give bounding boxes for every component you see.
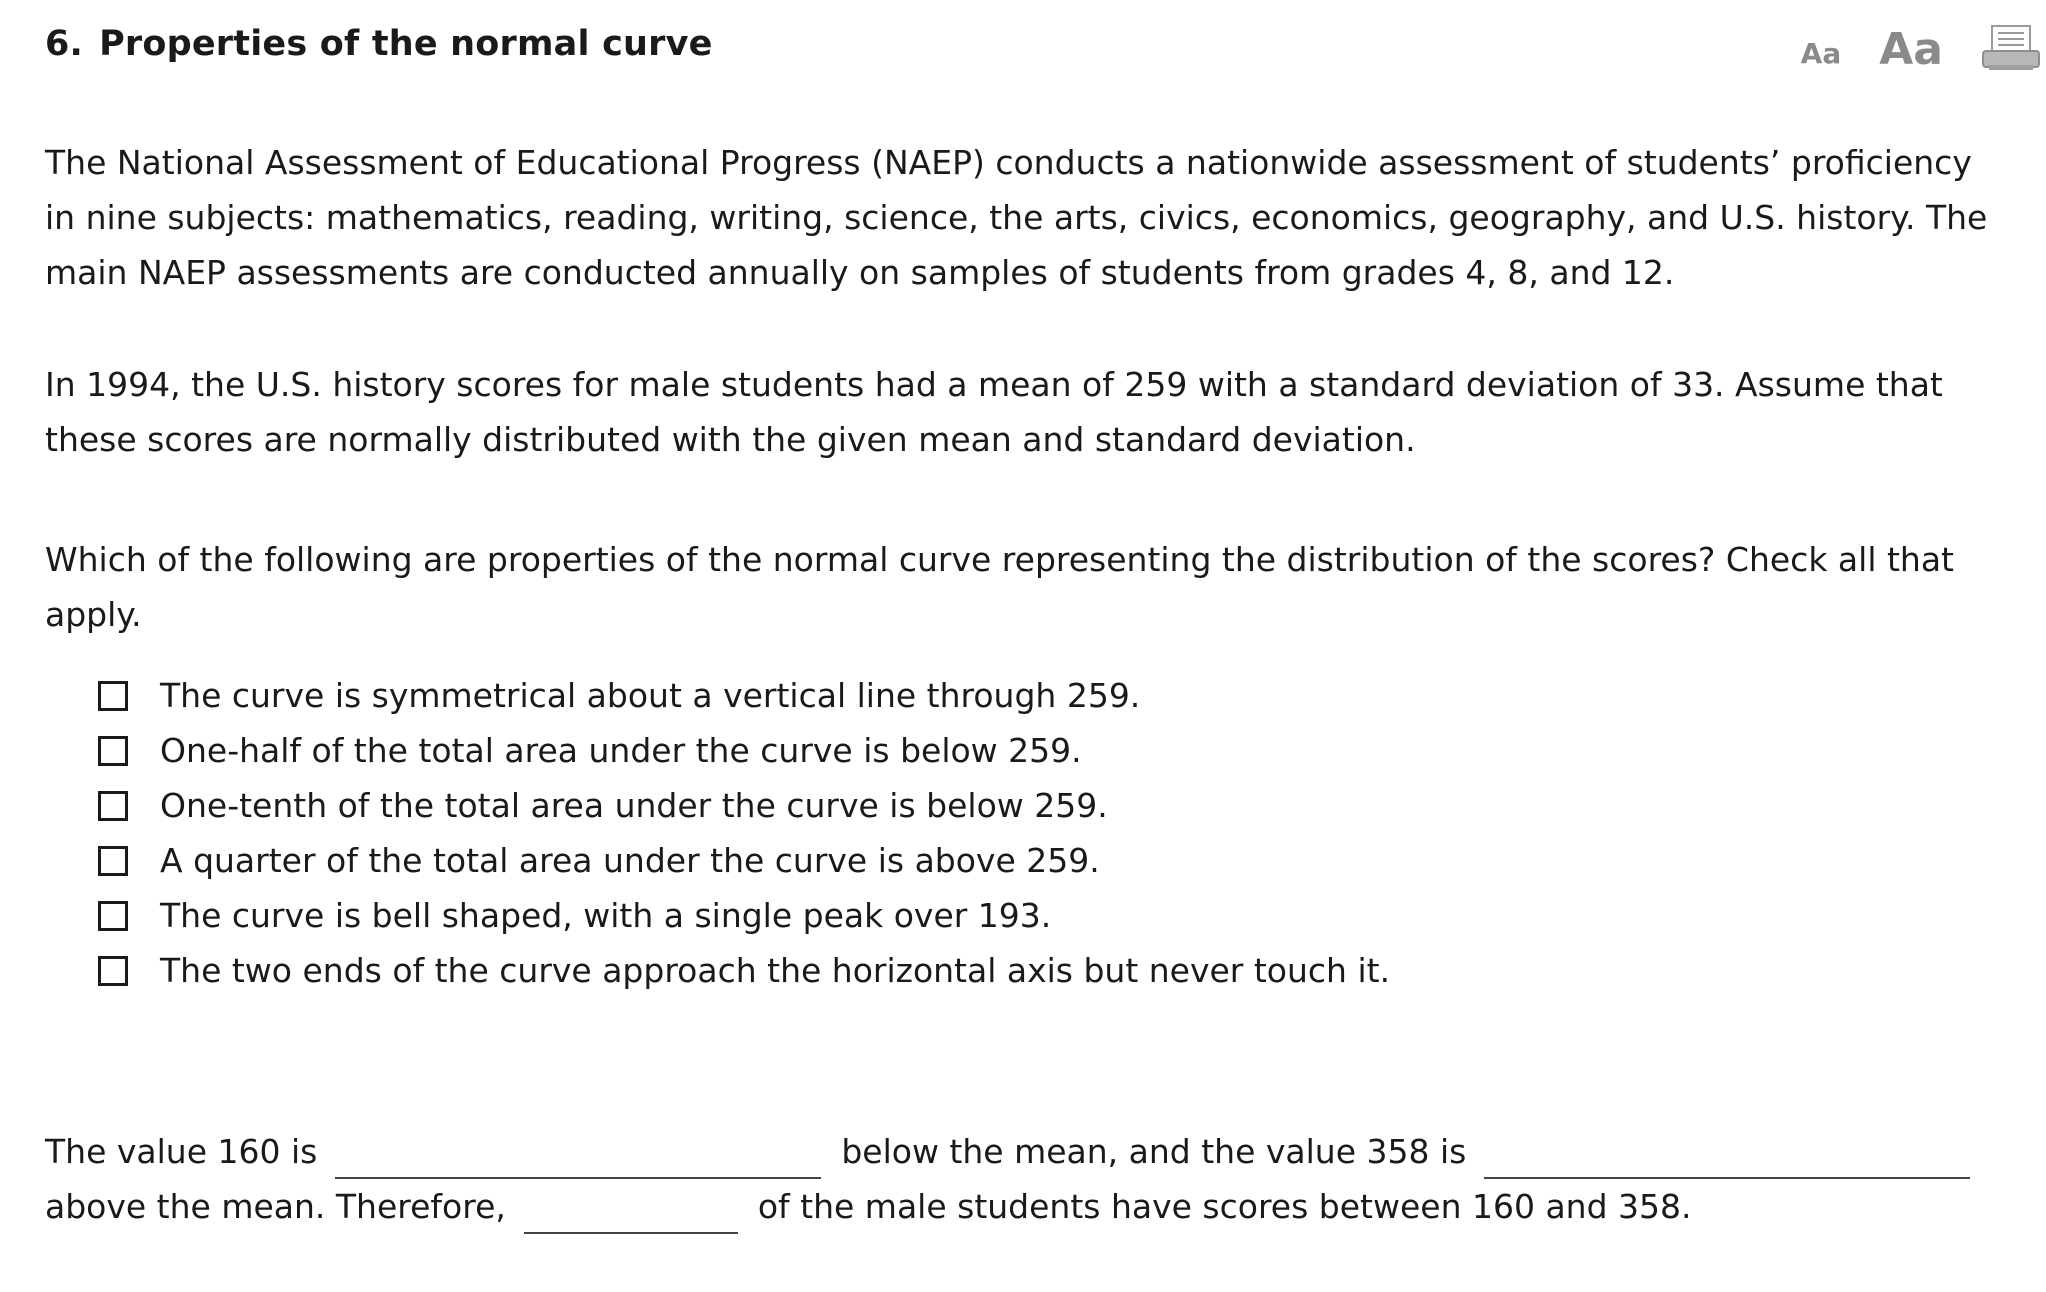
fill-in-line-2 (45, 1179, 2005, 1234)
option-label: The two ends of the curve approach the horizontal axis but never touch it. (160, 951, 1391, 990)
question-number: 6. (45, 24, 84, 64)
option-item[interactable] (98, 833, 2005, 888)
options-list (98, 668, 2005, 998)
question-header (45, 20, 2005, 80)
fill-in-text-1: The value 160 is (45, 1132, 318, 1171)
option-checkbox[interactable] (98, 901, 128, 931)
dropdown-blank-percent[interactable] (524, 1188, 738, 1234)
option-item[interactable] (98, 668, 2005, 723)
option-label: One-half of the total area under the curve is below 259. (160, 731, 1082, 770)
question-panel (45, 20, 2005, 1234)
dropdown-blank-358[interactable] (1484, 1133, 1970, 1179)
option-label: One-tenth of the total area under the curve is below 259. (160, 786, 1108, 825)
option-label: A quarter of the total area under the curve is above 259. (160, 841, 1100, 880)
decrease-font-button[interactable]: Aa (1800, 37, 1842, 70)
fill-in-text-3: above the mean. Therefore, (45, 1187, 506, 1226)
scenario-paragraph: In 1994, the U.S. history scores for male students had a mean of 259 with a standard deviation of 33. Assume that these scores are normally distributed with the given mean and standard deviation. (45, 365, 1943, 459)
option-item[interactable] (98, 778, 2005, 833)
toolbar (1800, 24, 2041, 75)
option-checkbox[interactable] (98, 956, 128, 986)
option-checkbox[interactable] (98, 791, 128, 821)
fill-in-text-4: of the male students have scores between 160 and 358. (757, 1187, 1692, 1226)
increase-font-button[interactable]: Aa (1879, 24, 1943, 75)
option-checkbox[interactable] (98, 736, 128, 766)
option-label: The curve is bell shaped, with a single peak over 193. (160, 896, 1052, 935)
prompt-paragraph: Which of the following are properties of the normal curve representing the distribution of the scores? Check all that apply. (45, 540, 1954, 634)
option-label: The curve is symmetrical about a vertical line through 259. (160, 676, 1141, 715)
question-title-text: Properties of the normal curve (99, 24, 713, 64)
option-checkbox[interactable] (98, 846, 128, 876)
print-icon[interactable] (1981, 24, 2041, 72)
dropdown-blank-160[interactable] (335, 1133, 821, 1179)
fill-in-text-2: below the mean, and the value 358 is (841, 1132, 1467, 1171)
option-item[interactable] (98, 888, 2005, 943)
question-title (45, 24, 713, 64)
option-checkbox[interactable] (98, 681, 128, 711)
intro-paragraph: The National Assessment of Educational Progress (NAEP) conducts a nationwide assessment of students’ proficiency in nine subjects: mathematics, reading, writing, science, the arts, civics, economics, geography, and U.S. history. The main NAEP assessments are conducted annually on samples of students from grades 4, 8, and 12. (45, 143, 1988, 292)
option-item[interactable] (98, 723, 2005, 778)
option-item[interactable] (98, 943, 2005, 998)
fill-in-section (45, 1124, 2005, 1234)
fill-in-line-1 (45, 1124, 2005, 1179)
